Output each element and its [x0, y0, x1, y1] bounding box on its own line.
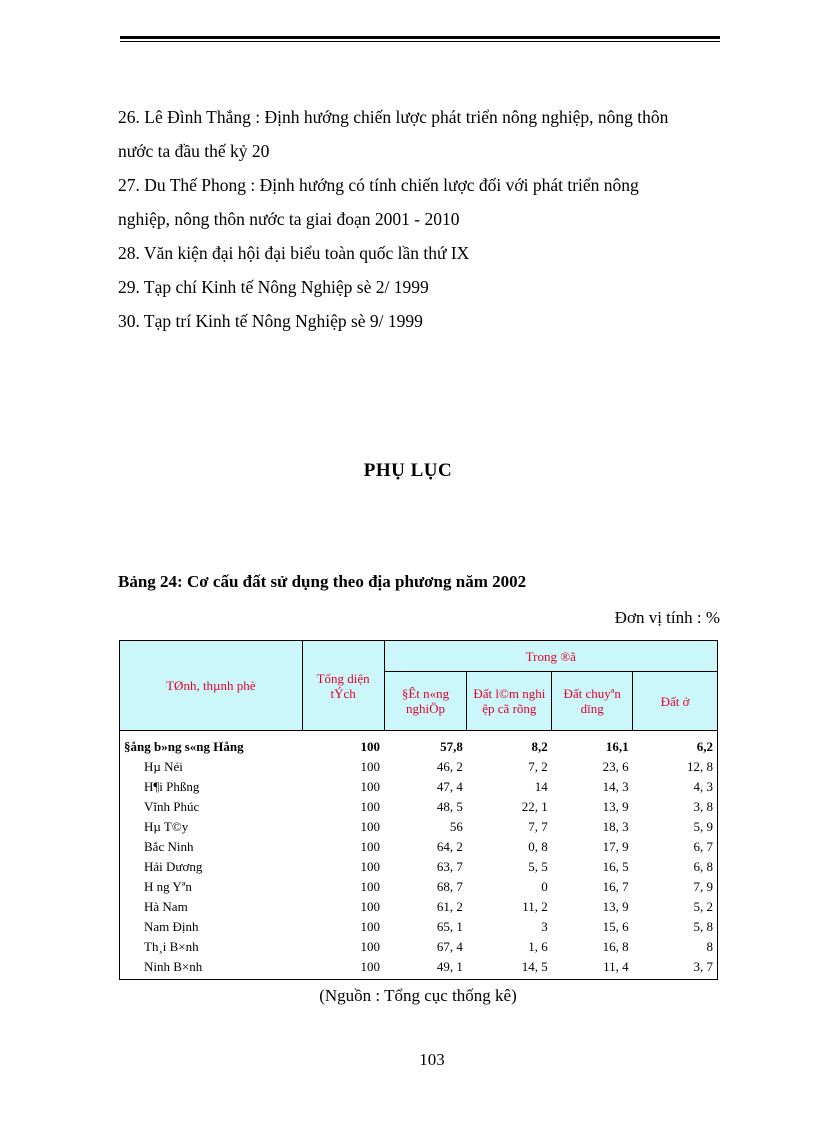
table-row — [120, 731, 718, 758]
header-rule-thin — [120, 41, 720, 42]
cell-special: 13, 9 — [602, 899, 629, 914]
col-header-group: Trong ®ã — [384, 641, 717, 672]
cell-special: 13, 9 — [602, 799, 629, 814]
table-row — [120, 757, 718, 777]
cell-residential: 4, 3 — [633, 777, 718, 797]
cell-residential: 6,2 — [633, 731, 718, 758]
cell-forest: 22, 1 — [521, 799, 548, 814]
cell-special: 23, 6 — [602, 759, 629, 774]
cell-agri: 67, 4 — [436, 939, 463, 954]
cell-special: 11, 4 — [552, 957, 633, 980]
cell-special: 17, 9 — [602, 839, 629, 854]
cell-agri: 48, 5 — [436, 799, 463, 814]
cell-province: H¶i Phßng — [120, 777, 303, 797]
cell-province: Hµ T©y — [120, 817, 303, 837]
cell-total-area: 100 — [360, 779, 381, 794]
cell-forest: 7, 2 — [528, 759, 548, 774]
cell-province: Ninh B×nh — [120, 957, 303, 980]
cell-province: Nam Định — [120, 917, 303, 937]
cell-total-area: 100 — [360, 839, 381, 854]
source-note: (Nguồn : Tổng cục thống kê) — [319, 986, 517, 1005]
cell-forest: 11, 2 — [522, 899, 548, 914]
reference-line: nước ta đầu thế kỷ 20 — [118, 141, 270, 161]
cell-total-area: 100 — [360, 899, 381, 914]
cell-province: Th¸i B×nh — [120, 937, 303, 957]
cell-province: Hải Dương — [120, 857, 303, 877]
table-body — [120, 731, 718, 980]
col-header-agri: §Êt n«ng nghiÖp — [384, 672, 467, 731]
cell-total-area: 100 — [360, 799, 381, 814]
col-header-total-area: Tổng diện tÝch — [302, 641, 384, 731]
table-row — [120, 817, 718, 837]
col-header-province: TØnh, thµnh phè — [120, 641, 303, 731]
table-title: Bảng 24: Cơ cấu đất sử dụng theo địa phương năm 2002 — [118, 572, 527, 591]
col-header-special: Đất chuyªn dïng — [552, 672, 633, 731]
cell-total-area: 100 — [360, 819, 381, 834]
table-row — [120, 777, 718, 797]
cell-province: Bắc Ninh — [120, 837, 303, 857]
cell-total-area: 100 — [360, 879, 381, 894]
appendix-title: PHỤ LỤC — [363, 460, 453, 481]
cell-province: Hà Nam — [120, 897, 303, 917]
cell-residential: 8 — [633, 937, 718, 957]
cell-agri: 57,8 — [440, 739, 463, 754]
cell-residential: 5, 2 — [633, 897, 718, 917]
table-row — [120, 917, 718, 937]
col-header-residential: Đất ở — [633, 672, 718, 731]
cell-special: 18, 3 — [602, 819, 629, 834]
cell-agri: 46, 2 — [436, 759, 463, 774]
cell-forest: 3 — [541, 919, 548, 934]
table-row — [120, 837, 718, 857]
cell-total-area: 100 — [360, 859, 381, 874]
reference-list — [118, 100, 728, 338]
cell-residential: 12, 8 — [633, 757, 718, 777]
cell-province: Vĩnh Phúc — [120, 797, 303, 817]
cell-agri: 65, 1 — [436, 919, 463, 934]
page-number: 103 — [419, 1050, 445, 1069]
cell-total-area: 100 — [360, 739, 381, 754]
cell-special: 16, 5 — [602, 859, 629, 874]
reference-line: 27. Du Thế Phong : Định hướng có tính chiến lược đối với phát triển nông — [118, 175, 639, 195]
cell-forest: 5, 5 — [528, 859, 548, 874]
cell-forest: 8,2 — [531, 739, 548, 754]
cell-forest: 14 — [534, 779, 548, 794]
reference-line: 29. Tạp chí Kinh tế Nông Nghiệp sè 2/ 1999 — [118, 277, 429, 297]
cell-province: §ång b»ng s«ng Hång — [120, 731, 303, 758]
cell-special: 15, 6 — [602, 919, 629, 934]
cell-agri: 61, 2 — [436, 899, 463, 914]
cell-total-area: 100 — [302, 957, 384, 980]
cell-forest: 14, 5 — [467, 957, 552, 980]
cell-total-area: 100 — [360, 939, 381, 954]
table-row — [120, 897, 718, 917]
cell-residential: 7, 9 — [633, 877, 718, 897]
cell-residential: 3, 7 — [633, 957, 718, 980]
cell-forest: 0 — [541, 879, 548, 894]
cell-residential: 6, 8 — [633, 857, 718, 877]
cell-agri: 64, 2 — [436, 839, 463, 854]
cell-total-area: 100 — [360, 919, 381, 934]
reference-line: 30. Tạp trí Kinh tế Nông Nghiệp sè 9/ 1999 — [118, 311, 423, 331]
cell-agri: 56 — [449, 819, 463, 834]
cell-forest: 0, 8 — [528, 839, 548, 854]
cell-province: H ng Yªn — [120, 877, 303, 897]
unit-label: Đơn vị tính : % — [614, 608, 720, 627]
cell-residential: 3, 8 — [633, 797, 718, 817]
cell-agri: 63, 7 — [436, 859, 463, 874]
table-row — [120, 957, 718, 980]
cell-special: 16, 8 — [602, 939, 629, 954]
cell-forest: 1, 6 — [528, 939, 548, 954]
cell-agri: 68, 7 — [436, 879, 463, 894]
reference-line: 26. Lê Đình Thắng : Định hướng chiến lược phát triển nông nghiệp, nông thôn — [118, 107, 669, 127]
cell-agri: 49, 1 — [384, 957, 467, 980]
cell-residential: 5, 8 — [633, 917, 718, 937]
col-header-forest: Đất l©m nghi ệp cã rõng — [467, 672, 552, 731]
cell-special: 14, 3 — [602, 779, 629, 794]
header-rule-thick — [120, 36, 720, 39]
table-row — [120, 877, 718, 897]
table-row — [120, 797, 718, 817]
land-use-table — [119, 640, 718, 980]
cell-province: Hµ Néi — [120, 757, 303, 777]
cell-special: 16, 7 — [602, 879, 629, 894]
reference-line: 28. Văn kiện đại hội đại biểu toàn quốc lần thứ IX — [118, 243, 470, 263]
cell-agri: 47, 4 — [436, 779, 463, 794]
table-row — [120, 857, 718, 877]
reference-line: nghiệp, nông thôn nước ta giai đoạn 2001 - 2010 — [118, 209, 460, 229]
table-row — [120, 937, 718, 957]
cell-residential: 5, 9 — [633, 817, 718, 837]
cell-forest: 7, 7 — [528, 819, 548, 834]
cell-total-area: 100 — [360, 759, 381, 774]
cell-special: 16,1 — [605, 739, 629, 754]
cell-residential: 6, 7 — [633, 837, 718, 857]
